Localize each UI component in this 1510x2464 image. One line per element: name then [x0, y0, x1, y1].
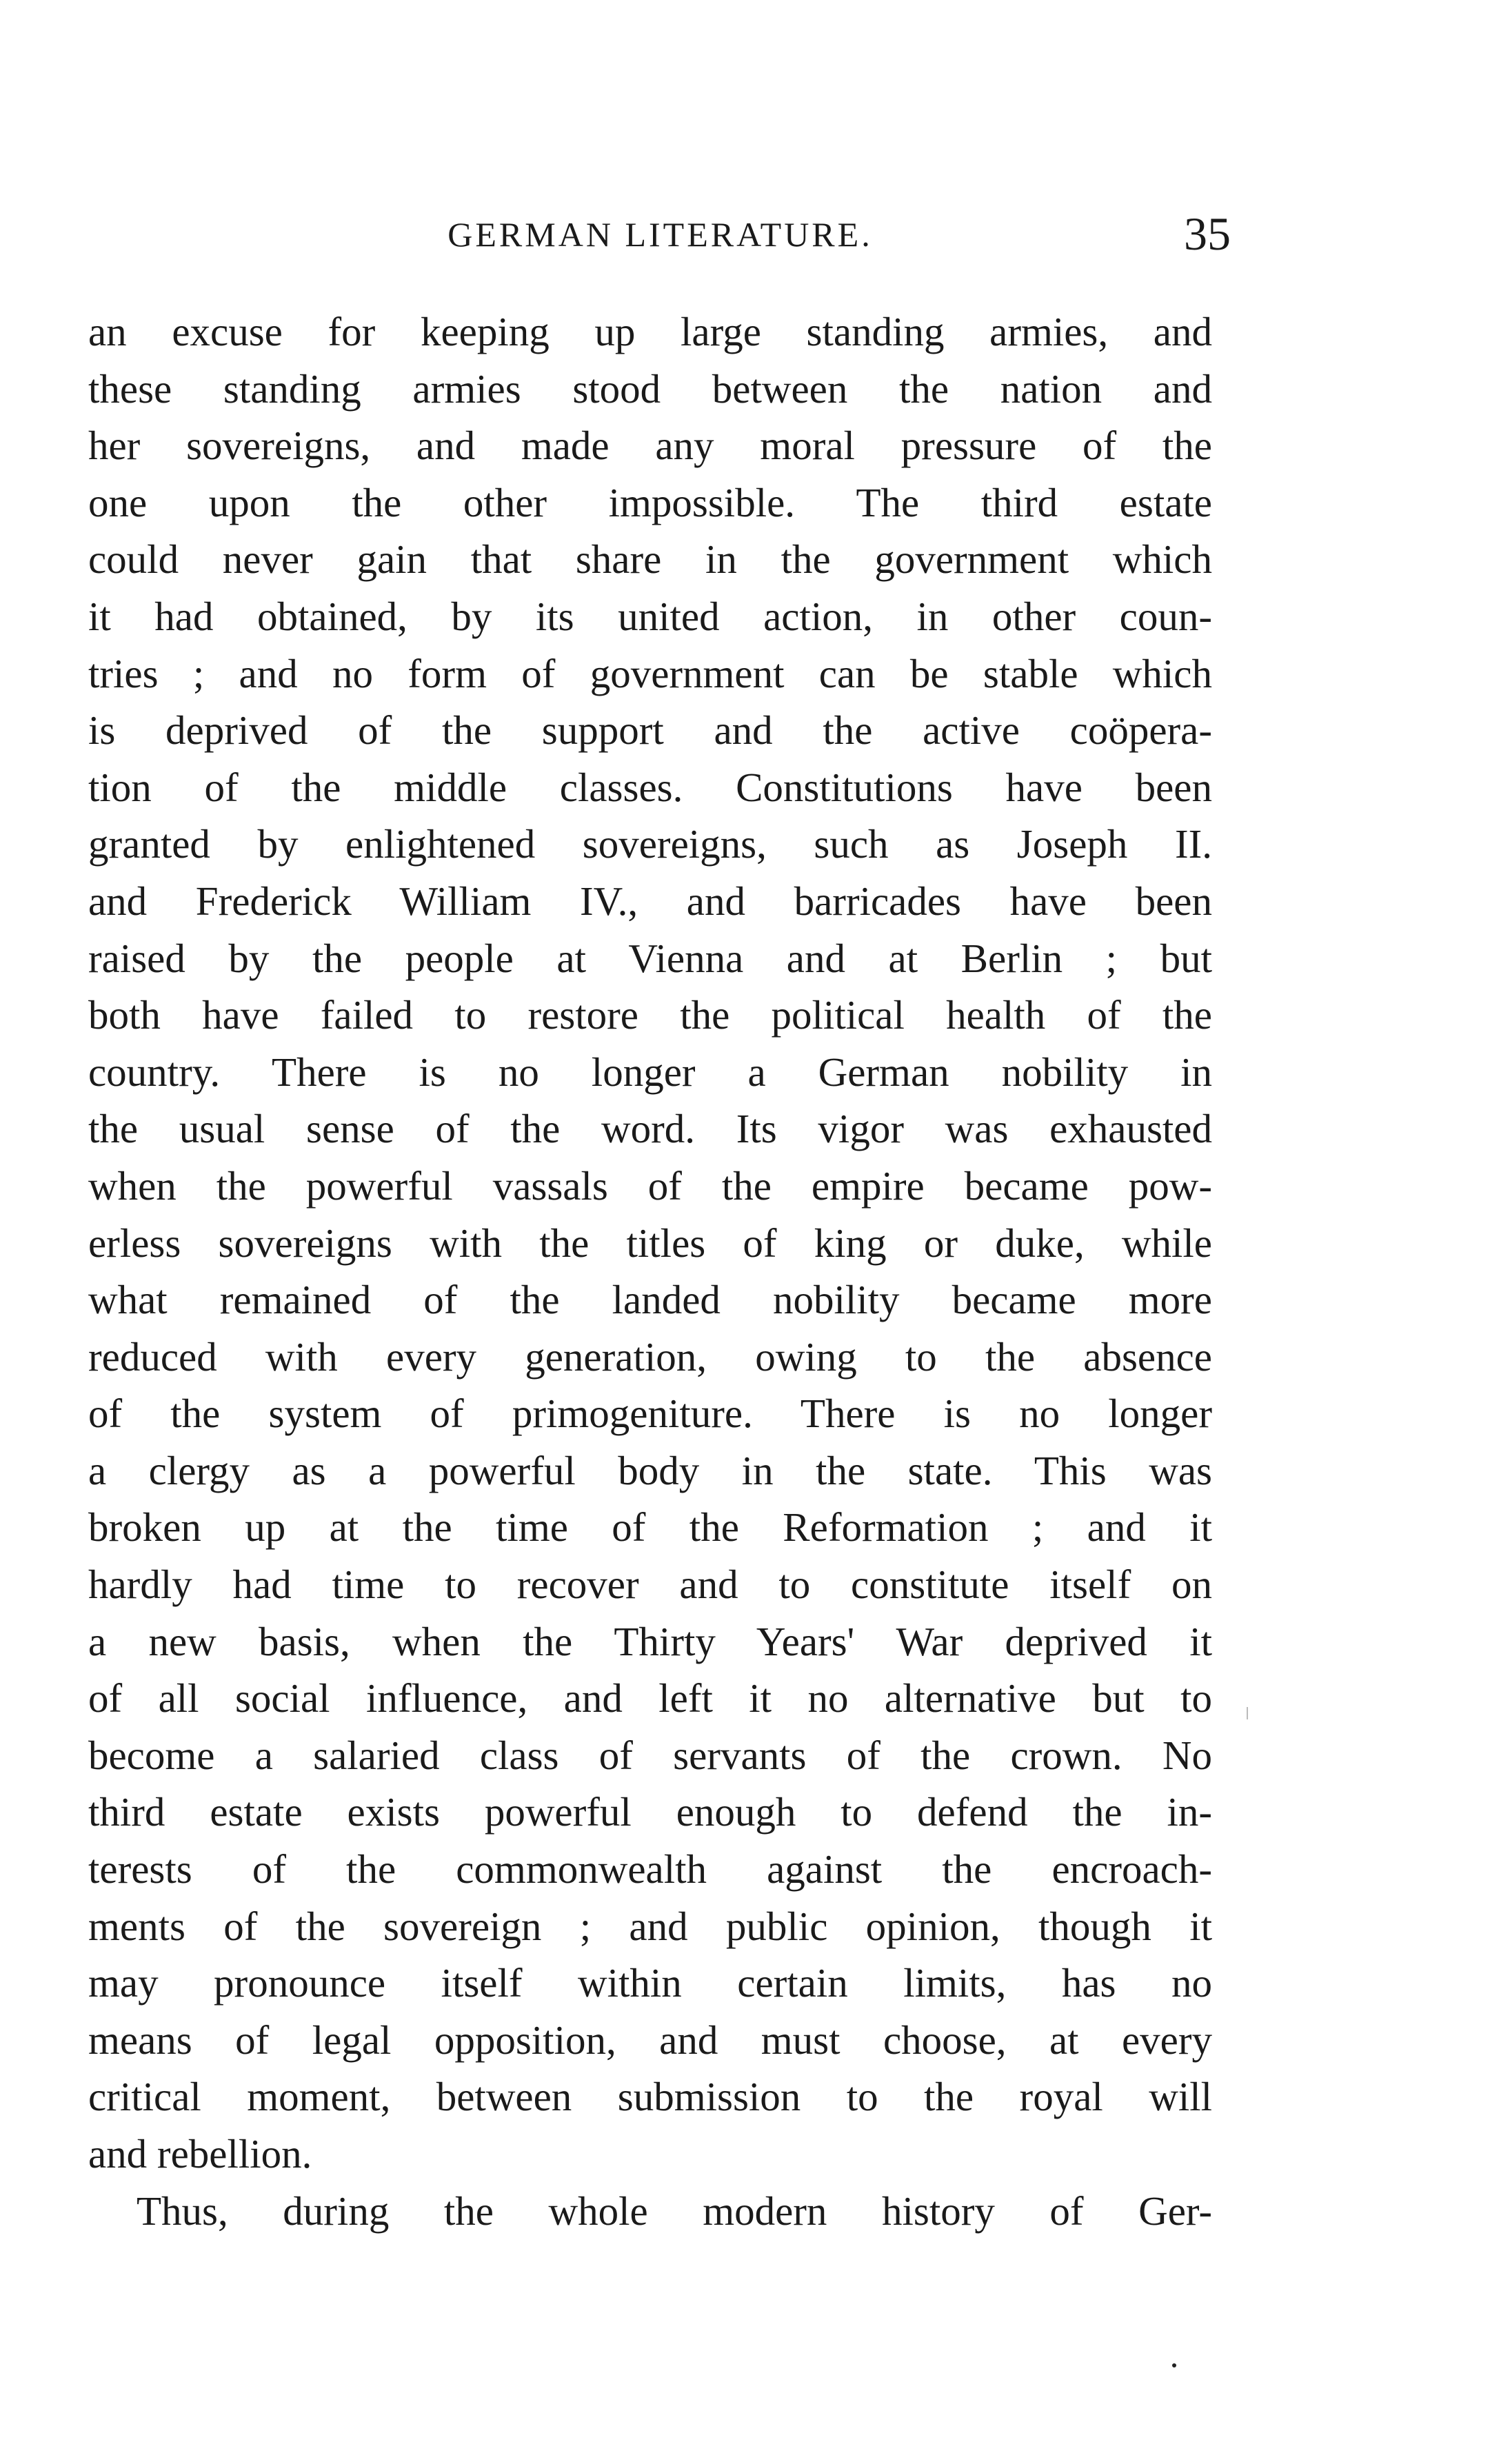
text-line: erless sovereigns with the titles of king or duke, while — [88, 1220, 1212, 1266]
text-line: of the system of primogeniture. There is no longer — [88, 1391, 1212, 1437]
text-line: tion of the middle classes. Constitutions have been — [88, 764, 1212, 810]
text-line: it had obtained, by its united action, in other coun- — [88, 593, 1212, 639]
paragraph-start-line: Thus, during the whole modern history of Ger- — [137, 2188, 1212, 2234]
running-title: GERMAN LITERATURE. — [447, 215, 873, 254]
text-line: reduced with every generation, owing to the absence — [88, 1333, 1212, 1380]
text-line: broken up at the time of the Reformation ; and it — [88, 1504, 1212, 1551]
text-line: of all social influence, and left it no alternative but to — [88, 1675, 1212, 1721]
text-line: ments of the sovereign ; and public opinion, though it — [88, 1903, 1212, 1949]
text-line: tries ; and no form of government can be stable which — [88, 650, 1212, 696]
text-line: granted by enlightened sovereigns, such as Joseph II. — [88, 821, 1212, 867]
text-line: both have failed to restore the political health of the — [88, 992, 1212, 1038]
text-line: means of legal opposition, and must choose, at every — [88, 2017, 1212, 2063]
page-number: 35 — [1184, 208, 1231, 260]
paragraph-end-line: and rebellion. — [88, 2131, 312, 2177]
text-line: these standing armies stood between the nation and — [88, 365, 1212, 412]
text-line: one upon the other impossible. The third estate — [88, 479, 1212, 525]
text-line: may pronounce itself within certain limits, has no — [88, 1960, 1212, 2006]
text-line: become a salaried class of servants of the crown. No — [88, 1732, 1212, 1778]
ink-speck — [1172, 2363, 1176, 2367]
text-line: a clergy as a powerful body in the state. This was — [88, 1447, 1212, 1493]
text-line: could never gain that share in the government which — [88, 536, 1212, 583]
text-line: hardly had time to recover and to constitute itself on — [88, 1562, 1212, 1608]
text-line: an excuse for keeping up large standing armies, and — [88, 309, 1212, 354]
running-head — [90, 207, 1231, 262]
text-line: raised by the people at Vienna and at Berlin ; but — [88, 935, 1212, 981]
text-line: terests of the commonwealth against the encroach- — [88, 1846, 1212, 1892]
text-line: the usual sense of the word. Its vigor was exhausted — [88, 1106, 1212, 1152]
text-line: a new basis, when the Thirty Years' War deprived it — [88, 1618, 1212, 1664]
text-line: when the powerful vassals of the empire became pow- — [88, 1162, 1212, 1209]
text-line: third estate exists powerful enough to defend the in- — [88, 1789, 1212, 1835]
text-line: her sovereigns, and made any moral pressure of the — [88, 423, 1212, 469]
text-line: critical moment, between submission to the royal will — [88, 2074, 1212, 2120]
body-text — [88, 303, 1212, 2239]
text-line: and Frederick William IV., and barricades have been — [88, 878, 1212, 924]
margin-mark — [1247, 1707, 1248, 1719]
text-line: what remained of the landed nobility became more — [88, 1277, 1212, 1323]
text-line: is deprived of the support and the active coöpera- — [88, 707, 1212, 754]
text-line: country. There is no longer a German nobility in — [88, 1049, 1212, 1095]
